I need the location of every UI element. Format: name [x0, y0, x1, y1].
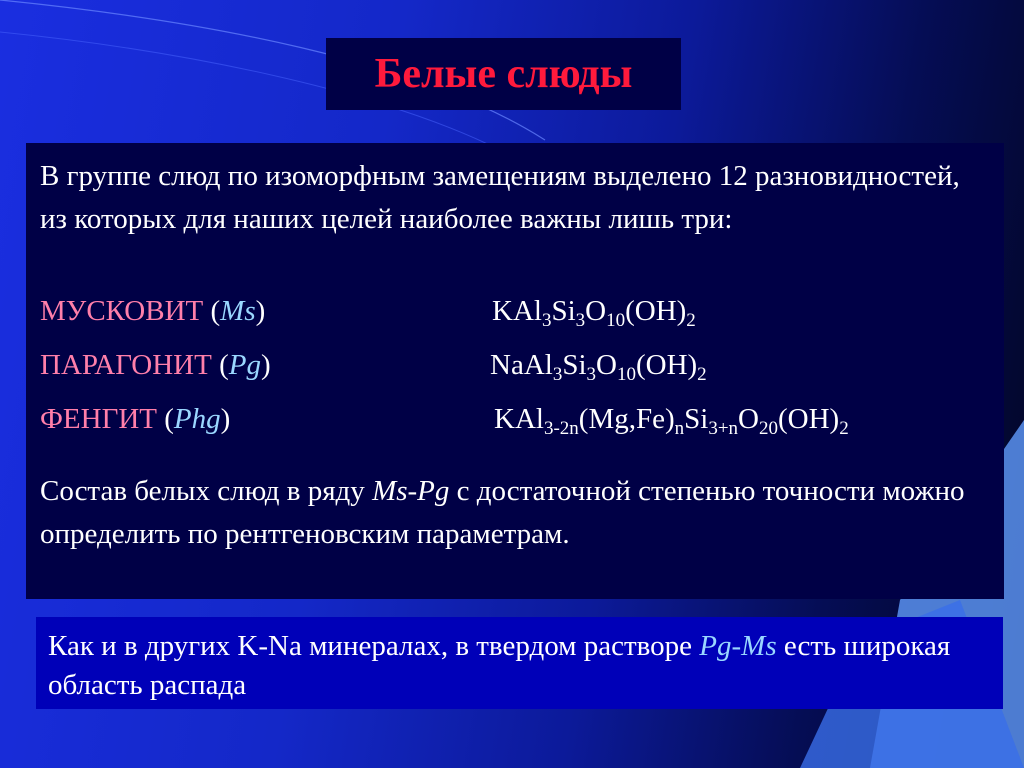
formula-subscript: n — [674, 418, 685, 439]
mineral-row-phengite — [40, 392, 990, 446]
formula-part: KAl — [492, 295, 542, 327]
note-panel — [36, 617, 1003, 709]
formula-part: Si — [562, 349, 587, 381]
mineral-name: ФЕНГИТ (Phg) — [40, 403, 231, 435]
formula-subscript: 3 — [541, 310, 552, 331]
formula-subscript: 2 — [839, 418, 849, 439]
formula-part: (OH) — [778, 403, 840, 435]
formula-part: Si — [684, 403, 709, 435]
mineral-abbreviation: Phg — [173, 403, 221, 435]
composition-text: Состав белых слюд в ряду Ms-Pg с достаточной степенью точности можно определить по рентгеновским параметрам. — [40, 475, 965, 550]
formula-part: (OH) — [625, 295, 687, 327]
formula-part: O — [738, 403, 759, 435]
formula-subscript: 3+n — [708, 418, 739, 439]
formula-subscript: 2 — [686, 310, 696, 331]
formula-part: O — [596, 349, 617, 381]
formula-part: O — [585, 295, 607, 327]
mineral-name: ПАРАГОНИТ (Pg) — [40, 349, 271, 381]
formula-subscript: 2 — [697, 364, 707, 385]
mineral-formula — [492, 284, 696, 338]
formula-subscript: 10 — [616, 364, 636, 385]
content-panel — [26, 143, 1004, 599]
mineral-row-muscovite — [40, 284, 990, 338]
note-text: Как и в других K-Na минералах, в твердом растворе Pg-Ms есть широкая область распада — [48, 630, 951, 701]
formula-part: NaAl — [490, 349, 553, 381]
note-series: Pg-Ms — [699, 630, 777, 662]
mineral-abbreviation: Ms — [220, 295, 256, 327]
formula-subscript: 3 — [575, 310, 586, 331]
mineral-formula — [490, 338, 707, 392]
composition-series: Ms-Pg — [372, 475, 450, 507]
slide-title: Белые слюды — [374, 51, 633, 97]
formula-subscript: 20 — [759, 418, 778, 439]
formula-part: (Mg,Fe) — [578, 403, 675, 435]
formula-subscript: 3 — [586, 364, 597, 385]
formula-part: Si — [551, 295, 576, 327]
mineral-row-paragonite — [40, 338, 990, 392]
formula-part: (OH) — [635, 349, 698, 381]
mineral-abbreviation: Pg — [228, 349, 261, 381]
formula-subscript: 10 — [606, 310, 626, 331]
mineral-name: МУСКОВИТ (Ms) — [40, 295, 266, 327]
mineral-formula — [494, 392, 849, 446]
formula-part: KAl — [494, 403, 544, 435]
spacer — [40, 446, 990, 470]
formula-subscript: 3-2n — [543, 418, 579, 439]
spacer — [40, 241, 990, 284]
formula-subscript: 3 — [552, 364, 563, 385]
title-panel — [326, 38, 681, 110]
intro-text: В группе слюд по изоморфным замещениям выделено 12 разновидностей, из которых для наших целей наиболее важны лишь три: — [40, 160, 960, 235]
